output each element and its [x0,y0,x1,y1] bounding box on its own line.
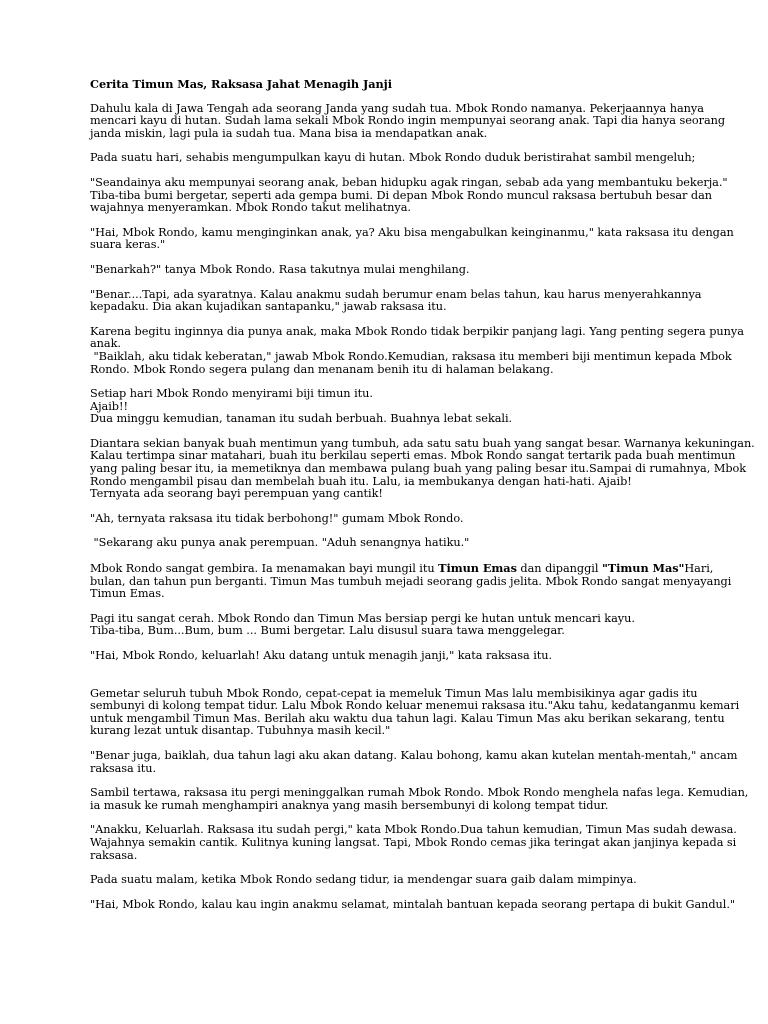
text-line: Ternyata ada seorang bayi perempuan yang cantik! [90,487,383,501]
paragraph-3 [90,175,728,215]
text-line: Tiba-tiba, Bum...Bum, bum ... Bumi bergetar. Lalu disusul suara tawa menggelegar. [90,624,565,638]
paragraph-4 [90,225,734,252]
text-line: kepadaku. Dia akan kujadikan santapanku," jawab raksasa itu. [90,300,447,314]
text-line: Timun Emas. [90,587,165,601]
paragraph-17 [90,786,749,812]
text-line: "Seandainya aku mempunyai seorang anak, beban hidupku agak ringan, sebab ada yang membantuku bekerja." [90,175,728,189]
text-line: untuk mengambil Timun Mas. Berilah aku waktu dua tahun lagi. Kalau Timun Mas aku berikan sekarang, tentu [90,711,725,725]
text-line: kurang lezat untuk disantap. Tubuhnya masih kecil." [90,724,391,738]
text-line: "Baiklah, aku tidak keberatan," jawab Mbok Rondo.Kemudian, raksasa itu memberi biji mentimun kepada Mbok [90,349,732,363]
text-line: Dahulu kala di Jawa Tengah ada seorang Janda yang sudah tua. Mbok Rondo namanya. Pekerjaannya hanya [90,101,704,115]
text-line: Wajahnya semakin cantik. Kulitnya kuning langsat. Tapi, Mbok Rondo cemas jika teringat akan janjinya kepada si [90,835,737,849]
text-line: janda miskin, lagi pula ia sudah tua. Mana bisa ia mendapatkan anak. [90,126,488,140]
text-line: Rondo. Mbok Rondo segera pulang dan menanam benih itu di halaman belakang. [90,362,554,376]
text-line [90,561,714,576]
text-line: Dua minggu kemudian, tanaman itu sudah berbuah. Buahnya lebat sekali. [90,412,513,426]
paragraph-2 [90,151,696,165]
text-line: Diantara sekian banyak buah mentimun yang tumbuh, ada satu satu buah yang sangat besar. Warnanya kekuningan. [90,436,755,450]
text-line: raksasa itu. [90,761,157,775]
text-line: sembunyi di kolong tempat tidur. Lalu Mbok Rondo keluar menemui raksasa itu."Aku tahu, kedatanganmu kemari [90,699,740,713]
paragraph-8 [90,388,682,426]
text-line: "Benar juga, baiklah, dua tahun lagi aku akan datang. Kalau bohong, kamu akan kutelan mentah-mentah," ancam [90,748,738,762]
text-line: Pada suatu malam, ketika Mbok Rondo sedang tidur, ia mendengar suara gaib dalam mimpinya. [90,873,637,887]
text-line: Tiba-tiba bumi bergetar, seperti ada gempa bumi. Di depan Mbok Rondo muncul raksasa bertubuh besar dan [90,188,713,202]
text-line: "Hai, Mbok Rondo, kamu menginginkan anak, ya? Aku bisa mengabulkan keinginanmu," kata raksasa itu dengan [90,225,734,239]
text-line: yang paling besar itu, ia memetiknya dan membawa pulang buah yang paling besar itu.Sampai di rumahnya, Mbok [90,462,747,476]
name-timun-emas: Timun Emas [438,561,517,576]
paragraph-7 [90,324,744,376]
document-page [90,77,755,923]
text-line: "Ah, ternyata raksasa itu tidak berbohong!" gumam Mbok Rondo. [90,511,464,525]
document-title: Cerita Timun Mas, Raksasa Jahat Menagih Janji [90,77,392,91]
text-line: Karena begitu inginnya dia punya anak, maka Mbok Rondo tidak berpikir panjang lagi. Yang penting segera punya [90,324,744,338]
paragraph-11 [90,537,682,550]
text-run: dan dipanggil [516,562,602,576]
paragraph-14 [90,650,682,663]
text-line: raksasa. [90,848,138,862]
text-line: suara keras." [90,238,166,252]
paragraph-9 [90,436,755,501]
paragraph-13 [90,613,682,638]
paragraph-1 [90,101,726,141]
text-line: Gemetar seluruh tubuh Mbok Rondo, cepat-cepat ia memeluk Timun Mas lalu membisikinya agar gadis itu [90,686,698,700]
paragraph-18 [90,823,737,862]
text-line: mencari kayu di hutan. Sudah lama sekali Mbok Rondo ingin mempunyai seorang anak. Tapi dia hanya seorang [90,114,726,128]
paragraph-19 [90,874,682,887]
text-line: Ajaib!! [90,399,128,413]
text-line: Kalau tertimpa sinar matahari, buah itu berkilau seperti emas. Mbok Rondo sangat tertarik pada buah mentimun [90,449,736,463]
paragraph-5 [90,264,682,277]
text-line: wajahnya menyeramkan. Mbok Rondo takut melihatnya. [90,201,411,215]
text-line: "Anakku, Keluarlah. Raksasa itu sudah pergi," kata Mbok Rondo.Dua tahun kemudian, Timun Mas sudah dewasa. [90,823,737,837]
text-line: Setiap hari Mbok Rondo menyirami biji timun itu. [90,387,373,401]
text-run: Mbok Rondo sangat gembira. Ia menamakan bayi mungil itu [90,562,439,576]
text-line: Pada suatu hari, sehabis mengumpulkan kayu di hutan. Mbok Rondo duduk beristirahat sambil mengeluh; [90,151,696,165]
text-run: Hari, [684,562,714,576]
text-line: ia masuk ke rumah menghampiri anaknya yang masih bersembunyi di kolong tempat tidur. [90,798,609,812]
paragraph-12 [90,561,732,601]
paragraph-15 [90,686,740,738]
text-line: "Benarkah?" tanya Mbok Rondo. Rasa takutnya mulai menghilang. [90,262,470,276]
paragraph-10 [90,513,682,526]
text-line: "Benar....Tapi, ada syaratnya. Kalau anakmu sudah berumur enam belas tahun, kau harus menyerahkannya [90,287,702,301]
text-line: Sambil tertawa, raksasa itu pergi meninggalkan rumah Mbok Rondo. Mbok Rondo menghela nafas lega. Kemudian, [90,786,749,800]
text-line: "Hai, Mbok Rondo, keluarlah! Aku datang untuk menagih janji," kata raksasa itu. [90,649,553,662]
text-line: "Sekarang aku punya anak perempuan. "Aduh senangnya hatiku." [90,536,470,550]
paragraph-6 [90,287,702,314]
text-line: anak. [90,337,121,351]
text-line: "Hai, Mbok Rondo, kalau kau ingin anakmu selamat, mintalah bantuan kepada seorang pertapa di bukit Gandul." [90,897,736,911]
paragraph-16 [90,748,738,775]
paragraph-20 [90,897,736,912]
text-line: Pagi itu sangat cerah. Mbok Rondo dan Timun Mas bersiap pergi ke hutan untuk mencari kayu. [90,611,635,625]
text-line: bulan, dan tahun pun berganti. Timun Mas tumbuh mejadi seorang gadis jelita. Mbok Rondo sangat menyayangi [90,574,732,588]
text-line: Rondo mengambil pisau dan membelah buah itu. Lalu, ia membukanya dengan hati-hati. Ajaib! [90,474,632,488]
name-timun-mas: "Timun Mas" [601,561,685,576]
